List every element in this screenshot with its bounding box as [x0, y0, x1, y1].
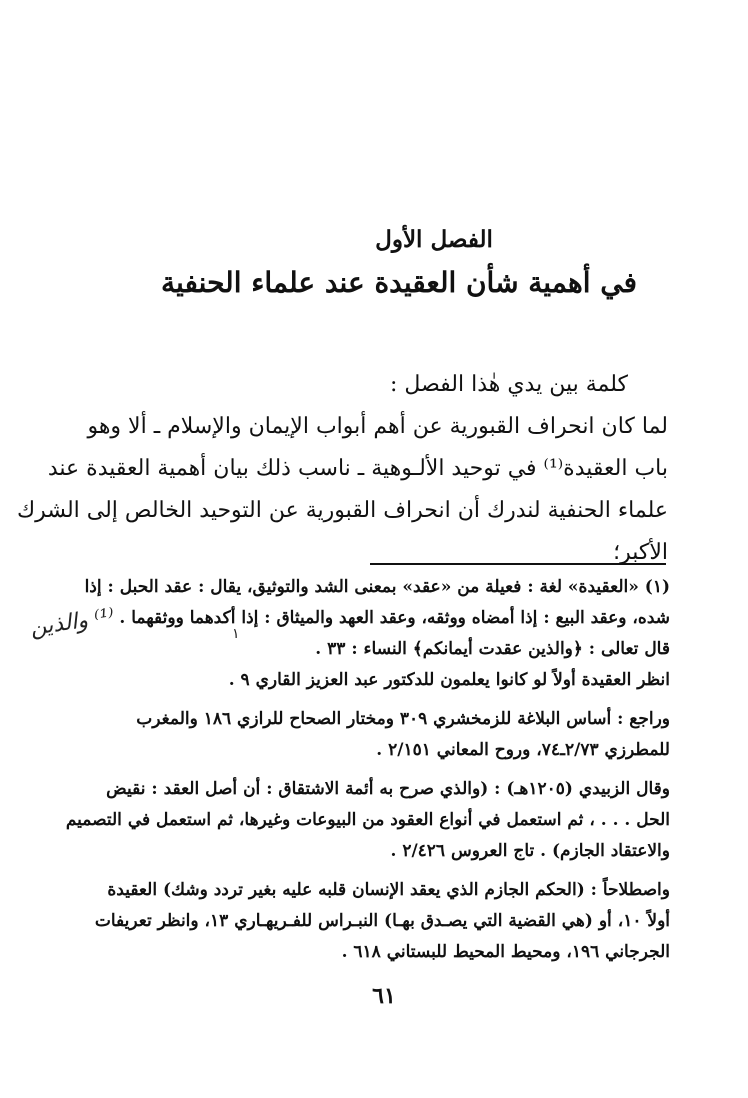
- footnote-line: (١) «العقيدة» لغة : فعيلة من «عقد» بمعنى الشد والتوثيق، يقال : عقد الحبل : إذا: [84, 577, 670, 597]
- intro-heading: كلمة بين يدي هٰذا الفصل :: [390, 372, 628, 397]
- page-number: ٦١: [372, 983, 396, 1009]
- body-line: الأكبر؛: [613, 540, 668, 565]
- body-paragraph: [17, 406, 668, 574]
- footnote-line: الجرجاني ١٩٦، ومحيط المحيط للبستاني ٦١٨ .: [341, 942, 670, 962]
- chapter-label: الفصل الأول: [375, 226, 493, 253]
- margin-mark: ١: [232, 626, 240, 642]
- footnote-line: والاعتقاد الجازم) . تاج العروس ٢/٤٢٦ .: [390, 841, 670, 861]
- footnote-line: انظر العقيدة أولاً لو كانوا يعلمون للدكتور عبد العزيز القاري ٩ .: [228, 670, 670, 690]
- footnote-line: للمطرزي ٢/٧٣ـ٧٤، وروح المعاني ٢/١٥١ .: [376, 740, 670, 760]
- footnote-line: شده، وعقد البيع : إذا أمضاه ووثقه، وعقد العهد والميثاق : إذا أكدهما ووثقهما .: [119, 608, 670, 628]
- footnote-divider: [370, 563, 666, 565]
- footnote-line: وقال الزبيدي (١٢٠٥هـ) : (والذي صرح به أئمة الاشتقاق : أن أصل العقد : نقيض: [106, 779, 670, 799]
- footnote-line: أولاً ١٠، أو (هي القضية التي يصـدق بهـا) النبـراس للفـريهـاري ١٣، وانظر تعريفات: [94, 911, 670, 931]
- body-line: باب العقيدة⁽¹⁾ في توحيد الألـوهية ـ ناسب ذلك بيان أهمية العقيدة عند: [47, 456, 668, 481]
- handwritten-note: ⁽¹⁾ والذين: [28, 604, 116, 641]
- footnote-line: قال تعالى : ﴿والذين عقدت أيمانكم﴾ النساء : ٣٣ .: [315, 639, 670, 659]
- body-line: علماء الحنفية لندرك أن انحراف القبورية عن التوحيد الخالص إلى الشرك: [17, 498, 668, 523]
- body-line: لما كان انحراف القبورية عن أهم أبواب الإيمان والإسلام ـ ألا وهو: [87, 414, 668, 439]
- footnote-line: وراجع : أساس البلاغة للزمخشري ٣٠٩ ومختار الصحاح للرازي ١٨٦ والمغرب: [136, 709, 670, 729]
- footnote-line: واصطلاحاً : (الحكم الجازم الذي يعقد الإنسان قلبه عليه بغير تردد وشك) العقيدة: [107, 880, 670, 900]
- chapter-title: في أهمية شأن العقيدة عند علماء الحنفية: [161, 266, 637, 299]
- footnote-line: الحل . . . ، ثم استعمل في أنواع العقود من البيوعات وغيرها، ثم استعمل في التصميم: [65, 810, 670, 830]
